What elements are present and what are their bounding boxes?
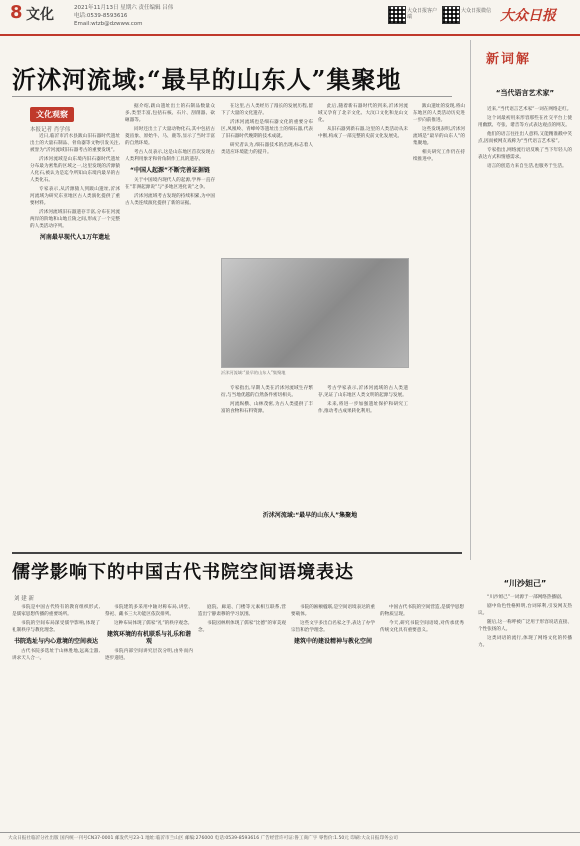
article-column: 在这里,古人类经历了漫长的发展历程,留下了大量的文化遗存。 沂沭河流域也是细石器文化的重要分布区,凤凰岭、青峰岭等遗址出土的细石器,代表了旧石器时代晚期的技术成就。 研究者认为,细石器技术的出现,标志着人类适应环境能力的提升。 — [221, 104, 313, 155]
divider — [12, 96, 452, 97]
sidebar-article-body: 近来,“当代语言艺术家”一词在网络走红。 这个词最初用来形容那些在社交平台上使用幽默、夸张、谐音等方式表达观点的网友。 他们的语言往往出人意料,又能精准戳中笑点,因而被网友戏称为“当代语言艺术家”。 专家指出,网络流行语反映了当下年轻人的表达方式和情感需求。 语言的创造力来自生活,也服务于生活。 — [478, 107, 572, 169]
sidebar-article-title: “当代语言艺术家” — [495, 89, 555, 97]
subheading: 建筑中的建设精神与教化空间 — [293, 638, 372, 645]
article-column: 书院建筑多采用中轴对称布局,讲堂、祭祀、藏书三大功能区依次排列。 这种布局体现了儒家“礼”的秩序观念。 建筑环境的有机联系与礼乐和谐观 书院内部空间讲究层次分明,由外而内逐步递进。 — [105, 605, 193, 661]
header-info: 2021年11月13日 星期六 责任编辑 吕伟 电话:0539-8593616 Email:wtzb@dzwww.com — [74, 5, 174, 27]
qr-code-icon — [442, 6, 460, 24]
column-badge: 文化观察 — [30, 107, 74, 122]
qr-label-app: 大众日报客户端 — [407, 8, 438, 20]
article-headline: 沂沭河流域:“最早的山东人”集聚地 — [12, 65, 402, 94]
article-column: 跋山遗址的发现,将山东地区的人类活动历史进一步向前推进。 这些发现表明,沂沭河流域是“最早的山东人”的集聚地。 相关研究工作仍在持续推进中。 — [413, 104, 465, 162]
subheading: “中国人起源”不断完善证据链 — [130, 167, 210, 174]
section-title: 文化 — [26, 7, 54, 23]
sidebar-article-body: “川沙妲己”一词源于一部网络热播剧。 剧中角色性格鲜明,台词犀利,引发网友热议。 随后,这一称呼被广泛用于形容说话直接、个性张扬的人。 这类词语的流行,体现了网络文化的传播力。 — [478, 595, 572, 648]
article-column: 书院是中国古代特有的教育组织形式,是儒家思想传播的重要场所。 书院的空间布局深受儒学影响,体现了礼制秩序与教化理念。 书院选址与内心意境的空间表达 古代书院多选址于山林胜地,远离尘嚣,讲求天人合一。 — [12, 605, 100, 661]
byline: 本报记者 肖学伟 — [30, 127, 71, 133]
article-column: 考古学家表示,沂沭河流域的古人类遗存,见证了山东地区人类文明的起源与发展。 未来,将进一步加强遗址保护和研究工作,推动考古成果转化利用。 — [318, 386, 408, 414]
qr-code-icon — [388, 6, 406, 24]
sidebar-title-tag: 新词解 — [486, 52, 532, 67]
page-number: 8 — [10, 2, 23, 23]
article-photo — [221, 258, 409, 368]
article-column: 近日,临沂市沂水县跋山旧石器时代遗址出土的大量石制品、骨角器等文物引发关注,被誉为“沂河流域旧石器考古的重要发现”。 沂沭河流域是山东境内旧石器时代遗址分布最为密集的区域之一,这里发现的沂源猿人化石,被认为是迄今所知山东境内最早的古人类化石。 专家表示,从沂源猿人到跋山遗址,沂沭河流域为研究东亚地区古人类演化提供了重要材料。 沂沭河流域旧石器遗存丰富,分布在河流两岸的阶地和山地丘陵之间,形成了一个完整的人类活动序列。 河南最早现代人1万年遗址 — [30, 134, 120, 241]
article-column: 此后,随着新石器时代的到来,沂沭河流域又孕育了北辛文化、大汶口文化和龙山文化。 从旧石器到新石器,这里的人类活动从未中断,构成了一部完整的史前文化发展史。 — [318, 104, 408, 139]
article-column: 庭院、廊道、门楼等元素相互联系,营造出宁静肃穆的学习氛围。 书院园林则体现了儒家“比德”的审美观念。 — [198, 605, 286, 633]
newspaper-logo: 大众日报 — [500, 8, 556, 24]
page-footer: 大众日报社临沂分社出版 国内统一刊号CN37-0001 邮发代号23-1 地址:临沂市兰山区 邮编:276000 电话:0539-8593616 广告经营许可证:鲁工商广字 零售价:1.50元 印刷:大众日报印务公司 — [0, 832, 580, 846]
subheading: 书院选址与内心意境的空间表达 — [13, 638, 98, 645]
article-column: 书院的匾额楹联,是空间语境表达的重要载体。 这些文字多出自名家之手,表达了办学宗旨和治学理念。 建筑中的建设精神与教化空间 — [291, 605, 375, 645]
subheading: 建筑环境的有机联系与礼乐和谐观 — [106, 631, 191, 645]
photo-caption: 沂沭河流域:“最早的山东人”集聚地 — [221, 370, 286, 375]
sidebox-title: 沂沭河流域:“最早的山东人”集聚地 — [262, 512, 358, 519]
divider — [12, 552, 462, 554]
subheading: 河南最早现代人1万年遗址 — [39, 234, 111, 241]
article-headline: 儒学影响下的中国古代书院空间语境表达 — [12, 562, 354, 583]
article-column: 中国古代书院的空间营造,是儒学思想的物质呈现。 今天,研究书院空间语境,对传承优秀传统文化具有重要意义。 — [380, 605, 464, 633]
article-column: 专家指出,早期人类在沂沭河流域生存繁衍,与当地优越的自然条件密切相关。 河流纵横、山林茂密,为古人类提供了丰富的食物和石料资源。 — [221, 386, 313, 414]
sidebar-article-title: “川沙妲己” — [503, 579, 547, 588]
qr-label-wechat: 大众日报微信 — [461, 8, 492, 14]
masthead — [0, 0, 580, 36]
article-column: 据介绍,跋山遗址出土的石制品数量众多,类型丰富,包括石核、石片、刮削器、砍砸器等。 同时还出土了大量动物化石,其中包括古菱齿象、原始牛、马、鹿等,显示了当时丰富的自然环境。 考古人员表示,这是山东地区首次发现古人类利用象牙和骨角制作工具的遗存。 “中国人起源”不断完善证据链 关于中国境内现代人的起源,学界一直存在“非洲起源说”与“多地区进化说”之争。 沂沭河流域考古发现的持续积累,为中国古人类连续演化提供了新的证据。 — [125, 104, 215, 206]
byline: 刘 建 新 — [14, 596, 34, 602]
